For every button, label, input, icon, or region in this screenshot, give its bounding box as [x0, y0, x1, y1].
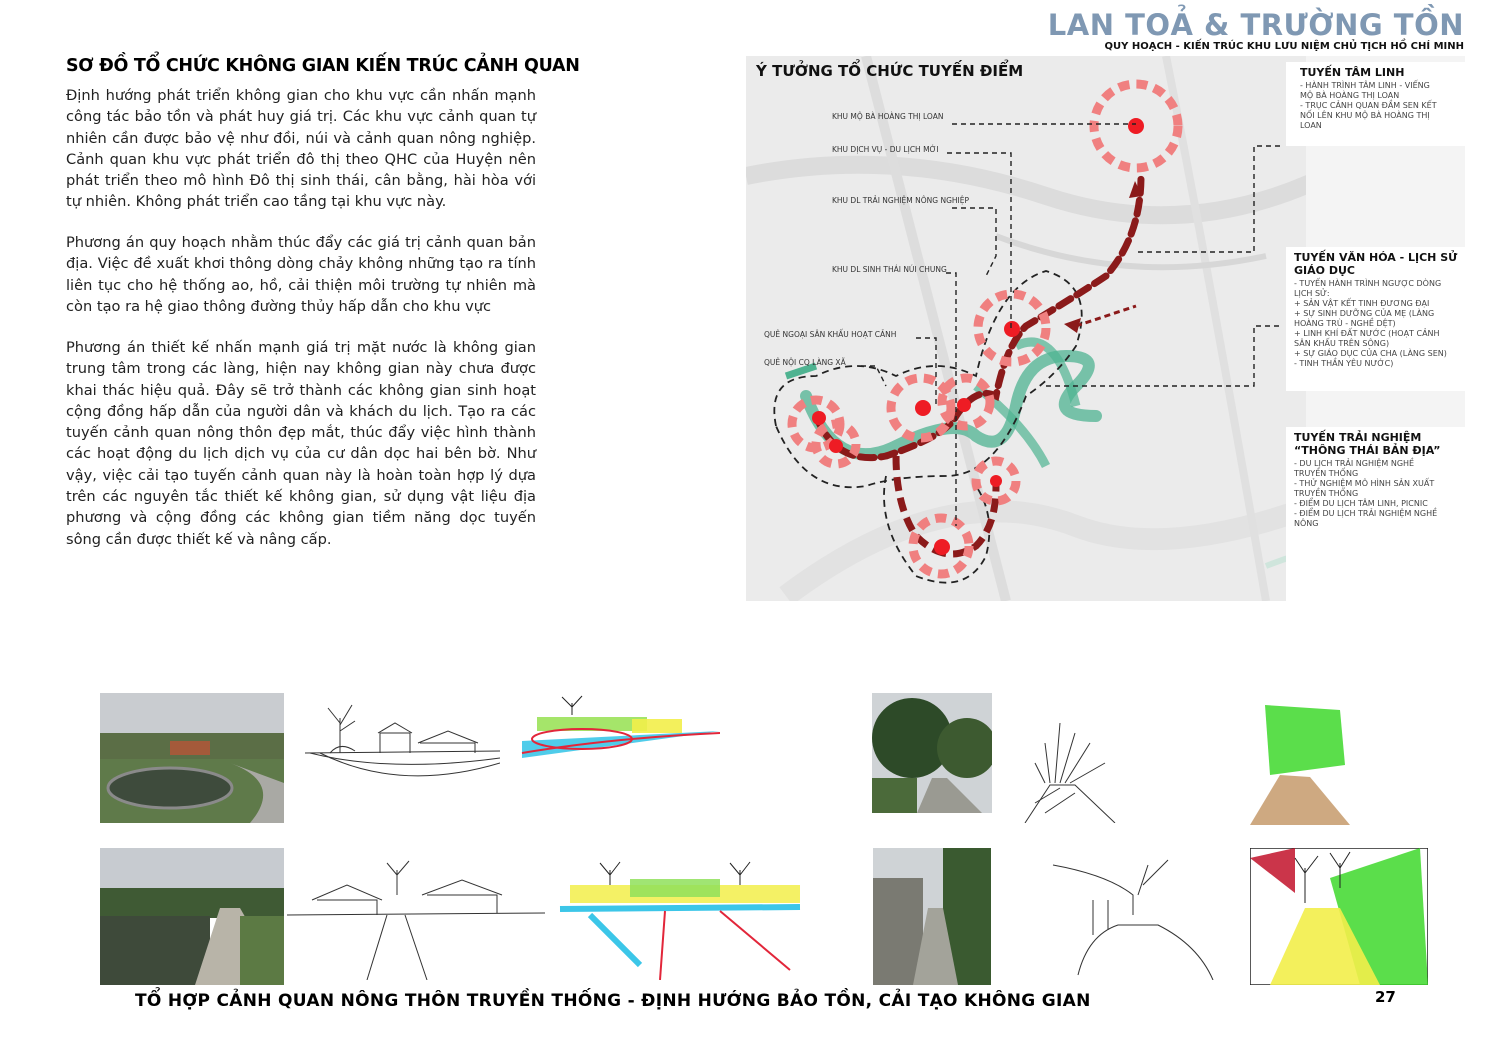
panel-item: SÂN KHẤU TRÊN SÔNG) [1294, 339, 1390, 348]
panel-item: - TUYẾN HÀNH TRÌNH NGƯỢC DÒNG [1294, 279, 1442, 288]
zone-label: QUÊ NGOẠI SÂN KHẤU HOẠT CẢNH [764, 330, 897, 339]
village-alley-sketch [1048, 855, 1218, 980]
bottom-title: TỔ HỢP CẢNH QUAN NÔNG THÔN TRUYỀN THỐNG - ĐỊNH HƯỚNG BẢO TỒN, CẢI TẠO KHÔNG GIAN [135, 991, 1091, 1011]
panel-item: - ĐIỂM DU LỊCH TRẢI NGHIỆM NGHỀ [1294, 509, 1438, 518]
zone-label: KHU DỊCH VỤ - DU LỊCH MỚI [832, 145, 939, 154]
panel-item: HOÀNG TRÙ - NGHỀ DỆT) [1294, 319, 1396, 328]
panel-item: MỘ BÀ HOÀNG THỊ LOAN [1300, 91, 1400, 100]
bamboo-lane-photo [872, 693, 992, 813]
map-title: Ý TƯỞNG TỔ CHỨC TUYẾN ĐIỂM [756, 62, 1024, 80]
panel-item: - TRỤC CẢNH QUAN ĐẦM SEN KẾT [1300, 101, 1437, 110]
zone-label: QUÊ NỘI CQ LÀNG XÃ [764, 358, 846, 367]
panel-item: - THỬ NGHIỆM MÔ HÌNH SẢN XUẤT [1294, 479, 1435, 488]
zone-label: KHU DL SINH THÁI NÚI CHUNG [832, 265, 947, 274]
panel-title: TUYẾN VĂN HÓA - LỊCH SỬ GIÁO DỤC [1294, 251, 1458, 277]
brand-subtitle: QUY HOẠCH - KIẾN TRÚC KHU LƯU NIỆM CHỦ TỊCH HỒ CHÍ MINH [1104, 41, 1464, 52]
panel-item: NỐI LÊN KHU MỘ BÀ HOÀNG THỊ [1300, 111, 1430, 120]
panel-item: LỊCH SỬ: [1294, 289, 1330, 298]
panel-culture-route [1286, 247, 1470, 391]
rural-road-photo [100, 848, 284, 985]
rural-road-color-sketch [550, 855, 810, 980]
pond-photo [100, 693, 284, 823]
paragraph-3: Phương án thiết kế nhấn mạnh giá trị mặt nước là không gian trung tâm trong các làng, hiện nay không gian này chưa được khai thác hiệu quả. Đây sẽ trở thành các không gian sinh hoạt cộng đồng hấp dẫn của người dân và khách du lịch. Tạo ra các tuyến cảnh quan nông thôn đẹp mắt, thúc đẩy việc hình thành các hoạt động du lịch dịch vụ của cư dân dọc hai bên bờ. Như vậy, việc cải tạo tuyến cảnh quan này là hoàn toàn hợp lý dựa trên các nguyên tắc thiết kế không gian, sử dụng vật liệu địa phương và cộng đồng các không gian tiềm năng dọc tuyến sông cần được thiết kế và nâng cấp. [66, 339, 536, 548]
pond-color-sketch [512, 693, 720, 823]
panel-item: LOAN [1300, 121, 1322, 130]
panel-item: + SỰ SINH DƯỠNG CỦA MẸ (LÀNG [1294, 309, 1435, 318]
panel-item: - HÀNH TRÌNH TÂM LINH - VIẾNG [1300, 81, 1430, 90]
zone-label: KHU DL TRẢI NGHIỆM NÔNG NGHIỆP [832, 196, 970, 205]
panel-item: + SỰ GIÁO DỤC CỦA CHA (LÀNG SEN) [1294, 349, 1447, 358]
panel-title: TUYẾN TRẢI NGHIỆM “THÔNG THÁI BẢN ĐỊA” [1294, 431, 1441, 457]
panel-experience-route [1286, 427, 1470, 601]
panel-item: TRUYỀN THỐNG [1294, 469, 1359, 478]
panel-spiritual-route [1286, 62, 1476, 146]
rural-road-sketch [287, 855, 545, 980]
panel-item: - ĐIỂM DU LỊCH TÂM LINH, PICNIC [1294, 499, 1428, 508]
panel-item: NÔNG [1294, 519, 1319, 528]
panel-item: + LINH KHÍ ĐẤT NƯỚC (HOẠT CẢNH [1294, 329, 1440, 338]
paragraph-2: Phương án quy hoạch nhằm thúc đẩy các giá trị cảnh quan bản địa. Việc đề xuất khơi thông dòng chảy không những tạo ra tính liên tục cho hệ thống ao, hồ, cải thiện môi trường tự nhiên mà còn tạo ra hệ giao thông đường thủy hấp dẫn cho khu vực [66, 234, 536, 315]
village-alley-photo [873, 848, 991, 985]
village-alley-color-sketch [1250, 848, 1428, 985]
panel-item: - TINH THẦN YÊU NƯỚC) [1294, 359, 1394, 368]
bamboo-lane-sketch [1005, 693, 1120, 823]
paragraph-1: Định hướng phát triển không gian cho khu vực cần nhấn mạnh công tác bảo tồn và phát huy giá trị. Các khu vực cảnh quan tự nhiên cần được bảo vệ như đồi, núi và cảnh quan nông nghiệp. Cảnh quan khu vực phát triển đô thị theo QHC của Huyện nên phát triển theo mô hình Đô thị sinh thái, cân bằng, hài hòa với tự nhiên. Không phát triển cao tầng tại khu vực này. [66, 87, 536, 211]
brand-title: LAN TOẢ & TRƯỜNG TỒN [1047, 8, 1464, 42]
zone-label: KHU MỘ BÀ HOÀNG THỊ LOAN [832, 112, 944, 121]
panel-item: + SẢN VẬT KẾT TINH ĐƯƠNG ĐẠI [1294, 299, 1430, 308]
pond-sketch [300, 693, 500, 823]
panel-item: - DU LỊCH TRẢI NGHIỆM NGHỀ [1294, 459, 1415, 468]
bamboo-color-sketch [1250, 705, 1360, 825]
panel-item: TRUYỀN THỐNG [1294, 489, 1359, 498]
page-number: 27 [1375, 988, 1396, 1006]
panel-title: TUYẾN TÂM LINH [1300, 66, 1405, 79]
section-title: SƠ ĐỒ TỔ CHỨC KHÔNG GIAN KIẾN TRÚC CẢNH QUAN [66, 56, 580, 76]
